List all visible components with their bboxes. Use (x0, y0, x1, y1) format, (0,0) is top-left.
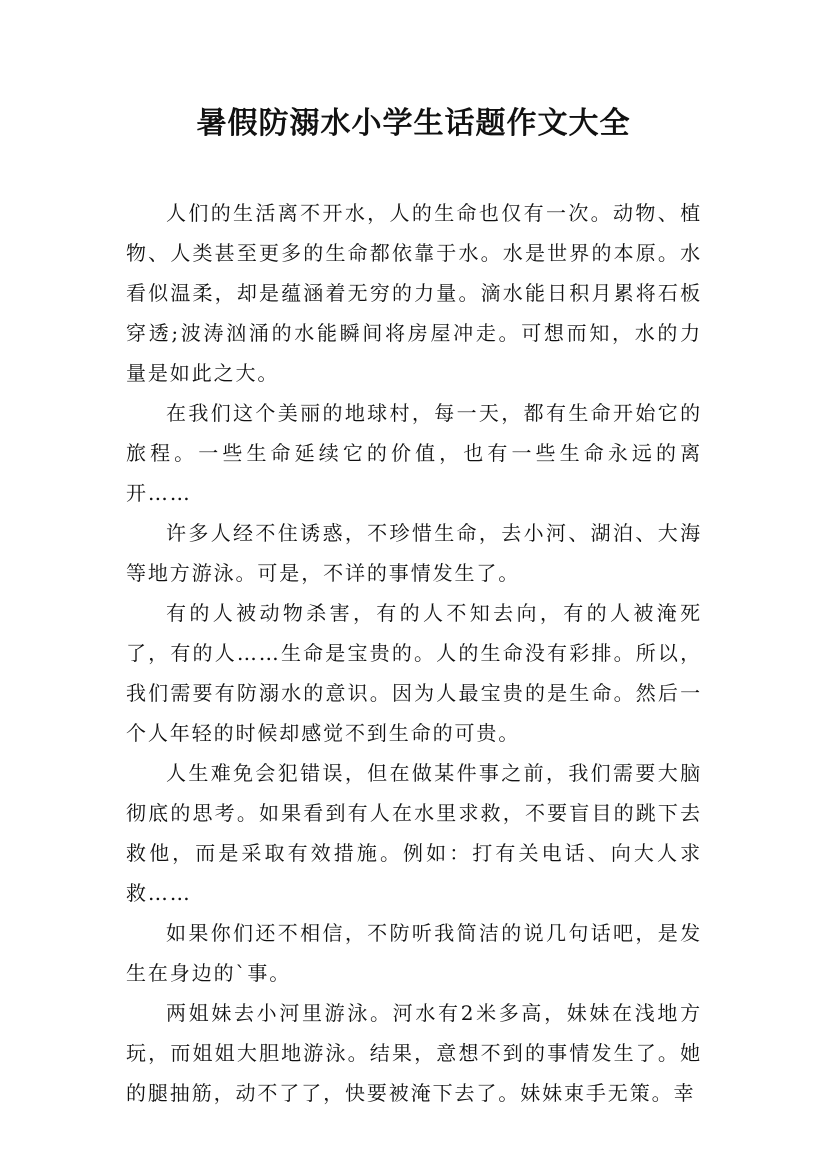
paragraph: 许多人经不住诱惑，不珍惜生命，去小河、湖泊、大海等地方游泳。可是，不详的事情发生了。 (126, 521, 702, 585)
paragraph: 如果你们还不相信，不防听我简洁的说几句话吧，是发生在身边的`事。 (126, 921, 702, 985)
paragraph: 在我们这个美丽的地球村，每一天，都有生命开始它的旅程。一些生命延续它的价值，也有一些生命永远的离开…… (126, 401, 702, 505)
paragraph: 人们的生活离不开水，人的生命也仅有一次。动物、植物、人类甚至更多的生命都依靠于水。水是世界的本原。水看似温柔，却是蕴涵着无穷的力量。滴水能日积月累将石板穿透;波涛汹涌的水能瞬间将房屋冲走。可想而知，水的力量是如此之大。 (126, 201, 702, 385)
document-title: 暑假防溺水小学生话题作文大全 (196, 106, 631, 141)
paragraph: 两姐妹去小河里游泳。河水有2米多高，妹妹在浅地方玩，而姐姐大胆地游泳。结果，意想不到的事情发生了。她的腿抽筋，动不了了，快要被淹下去了。妹妹束手无策。幸 (126, 1001, 702, 1105)
paragraph: 人生难免会犯错误，但在做某件事之前，我们需要大脑彻底的思考。如果看到有人在水里求救，不要盲目的跳下去救他，而是采取有效措施。例如：打有关电话、向大人求救…… (126, 761, 702, 905)
document-body (126, 193, 702, 1113)
paragraph: 有的人被动物杀害，有的人不知去向，有的人被淹死了，有的人……生命是宝贵的。人的生命没有彩排。所以，我们需要有防溺水的意识。因为人最宝贵的是生命。然后一个人年轻的时候却感觉不到生命的可贵。 (126, 601, 702, 745)
